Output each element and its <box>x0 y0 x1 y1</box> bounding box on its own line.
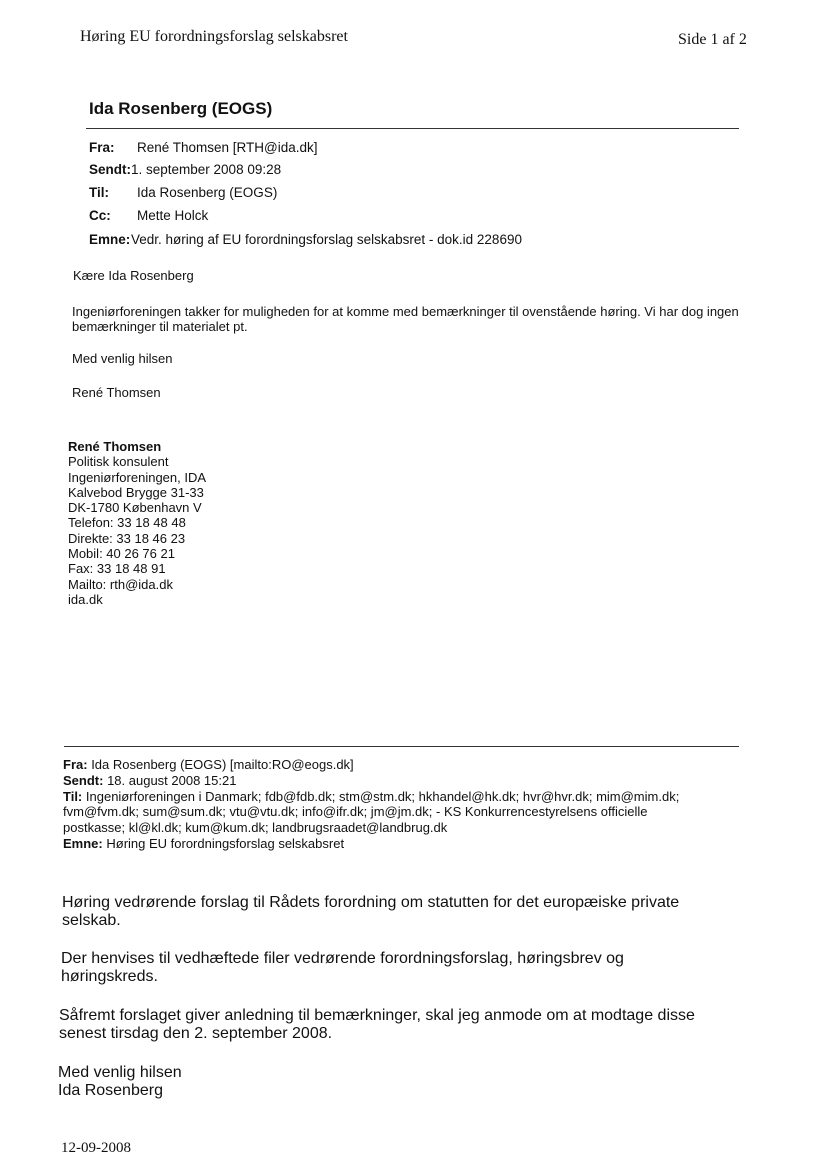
reply-signoff: René Thomsen <box>72 385 161 400</box>
signature-mailto: Mailto: rth@ida.dk <box>68 576 173 592</box>
fwd-from-value: Ida Rosenberg (EOGS) [mailto:RO@eogs.dk] <box>91 757 354 772</box>
fwd-paragraph-2-line-1: Der henvises til vedhæftede filer vedrørende forordningsforslag, høringsbrev og <box>61 950 624 967</box>
fwd-to-row <box>63 789 679 805</box>
meta-to-value: Ida Rosenberg (EOGS) <box>137 185 278 200</box>
reply-paragraph: Ingeniørforeningen takker for muligheden for at komme med bemærkninger til ovenstående høring. Vi har dog ingen bemærkninger til materialet pt. <box>72 304 739 334</box>
greeting: Kære Ida Rosenberg <box>73 268 194 283</box>
fwd-from-label: Fra: <box>63 757 88 772</box>
signature-phone: Telefon: 33 18 48 48 <box>68 515 186 531</box>
document-title: Høring EU forordningsforslag selskabsret <box>80 28 348 45</box>
meta-subject-value: Vedr. høring af EU forordningsforslag selskabsret - dok.id 228690 <box>131 232 522 247</box>
signature-city: DK-1780 København V <box>68 500 202 516</box>
meta-cc-value: Mette Holck <box>137 208 209 223</box>
header-divider <box>86 128 739 129</box>
forwarded-header <box>63 757 679 852</box>
signature-direct: Direkte: 33 18 46 23 <box>68 530 186 546</box>
meta-cc-row <box>89 208 208 223</box>
fwd-paragraph-1-line-2: selskab. <box>62 912 121 929</box>
meta-sent-row <box>89 162 281 177</box>
fwd-signoff: Ida Rosenberg <box>58 1082 163 1099</box>
meta-sent-label: Sendt: <box>89 162 131 177</box>
signature-name: René Thomsen <box>68 439 162 454</box>
meta-from-label: Fra: <box>89 140 115 155</box>
fwd-paragraph-2-line-2: høringskreds. <box>61 968 158 985</box>
fwd-to-label: Til: <box>63 788 83 804</box>
signature-fax: Fax: 33 18 48 91 <box>68 561 166 577</box>
footer-date: 12-09-2008 <box>61 1140 131 1156</box>
meta-subject-row <box>89 232 522 247</box>
fwd-sent-row <box>63 773 679 789</box>
signature-web: ida.dk <box>68 591 103 607</box>
signature-title: Politisk konsulent <box>68 454 169 470</box>
signature-org: Ingeniørforeningen, IDA <box>68 469 207 485</box>
fwd-sent-value: 18. august 2008 15:21 <box>107 772 237 788</box>
fwd-subject-value: Høring EU forordningsforslag selskabsret <box>106 835 345 851</box>
meta-subject-label: Emne: <box>89 232 131 247</box>
signature-mobile: Mobil: 40 26 76 21 <box>68 546 175 562</box>
fwd-from-row <box>63 757 679 773</box>
message-sender-heading: Ida Rosenberg (EOGS) <box>89 99 273 118</box>
meta-cc-label: Cc: <box>89 208 111 223</box>
fwd-sent-label: Sendt: <box>63 772 104 788</box>
reply-closing: Med venlig hilsen <box>72 351 173 366</box>
fwd-to-line2: fvm@fvm.dk; sum@sum.dk; vtu@vtu.dk; info@ifr.dk; jm@jm.dk; - KS Konkurrencestyrelsens officielle <box>63 804 648 820</box>
email-signature <box>68 439 206 607</box>
meta-to-row <box>89 185 277 200</box>
fwd-paragraph-3-line-2: senest tirsdag den 2. september 2008. <box>59 1025 333 1042</box>
forward-divider <box>64 746 739 747</box>
fwd-closing: Med venlig hilsen <box>58 1064 182 1081</box>
fwd-to-line3: postkasse; kl@kl.dk; kum@kum.dk; landbrugsraadet@landbrug.dk <box>63 820 448 836</box>
fwd-subject-label: Emne: <box>63 835 103 851</box>
meta-from-value: René Thomsen [RTH@ida.dk] <box>137 140 318 155</box>
fwd-subject-row <box>63 836 679 852</box>
fwd-paragraph-3-line-1: Såfremt forslaget giver anledning til bemærkninger, skal jeg anmode om at modtage disse <box>59 1007 695 1024</box>
page-number: Side 1 af 2 <box>678 31 747 48</box>
fwd-to-line1: Ingeniørforeningen i Danmark; fdb@fdb.dk; stm@stm.dk; hkhandel@hk.dk; hvr@hvr.dk; mim@mim.dk; <box>85 788 680 804</box>
signature-street: Kalvebod Brygge 31-33 <box>68 484 204 500</box>
meta-from-row <box>89 140 318 155</box>
meta-to-label: Til: <box>89 185 109 200</box>
meta-sent-value: 1. september 2008 09:28 <box>131 162 282 177</box>
fwd-paragraph-1-line-1: Høring vedrørende forslag til Rådets forordning om statutten for det europæiske private <box>62 894 680 911</box>
